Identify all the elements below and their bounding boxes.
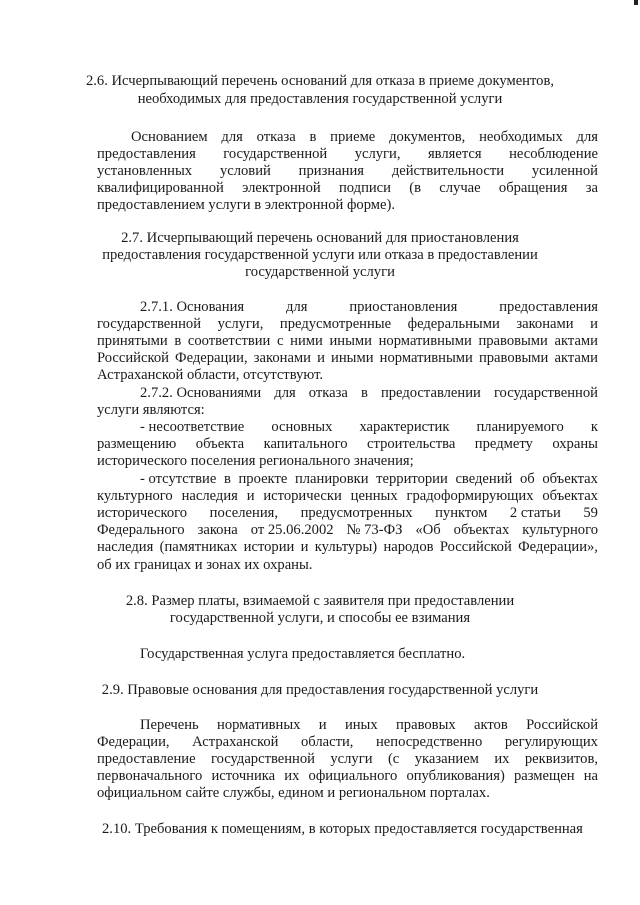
- section-2-8-para: Государственная услуга предоставляется бесплатно.: [140, 646, 466, 662]
- word: непосредственно: [375, 734, 483, 750]
- word: Перечень: [140, 717, 199, 733]
- word: Российской: [439, 539, 512, 555]
- word: проекте: [238, 471, 288, 487]
- word: (памятниках: [159, 539, 238, 555]
- word: случае: [439, 180, 481, 196]
- word: Федерального: [97, 522, 185, 538]
- word: строительства: [367, 436, 456, 452]
- word: услуги: [330, 751, 373, 767]
- section-2-7-1-line: [0, 299, 640, 316]
- word: планировки: [294, 471, 369, 487]
- section-2-8-heading-line-1: 2.8. Размер платы, взимаемой с заявителя при предоставлении: [125, 593, 515, 609]
- word: № 73-ФЗ: [346, 522, 403, 538]
- word: регулирующих: [504, 734, 598, 750]
- word: обращения: [498, 180, 568, 196]
- word: 59: [583, 505, 598, 521]
- word: соответствии: [187, 333, 271, 349]
- word: размещен: [513, 768, 575, 784]
- word: электронной: [242, 180, 321, 196]
- word: наследия: [181, 488, 238, 504]
- section-2-9-para-line: официальном сайте службы, едином и региональном порталах.: [97, 785, 490, 801]
- word: приостановления: [349, 299, 458, 315]
- word: источника: [211, 768, 276, 784]
- list-item-2-line: [0, 522, 640, 539]
- word: для: [576, 129, 598, 145]
- section-2-8-heading-line-2: государственной услуги, и способы ее взимания: [169, 610, 471, 626]
- list-item-1-line: исторического поселения регионального значения;: [97, 453, 414, 469]
- word: 2.7.1. Основания: [140, 299, 245, 315]
- word: и: [317, 350, 325, 366]
- word: культурного: [522, 522, 598, 538]
- word: размещению: [97, 436, 177, 452]
- word: иных: [344, 717, 378, 733]
- word: правовых: [396, 717, 456, 733]
- list-item-1-line: [0, 419, 640, 436]
- word: опубликования): [406, 768, 505, 784]
- word: принятыми: [97, 333, 168, 349]
- section-2-9-para-line: [0, 751, 640, 768]
- word: ними: [290, 333, 323, 349]
- word: законами: [253, 350, 311, 366]
- word: на: [583, 768, 598, 784]
- word: квалифицированной: [97, 180, 224, 196]
- word: капитального: [263, 436, 348, 452]
- word: градоформирующих: [406, 488, 534, 504]
- word: предусмотренные: [279, 316, 392, 332]
- section-2-9-para-line: [0, 768, 640, 785]
- word: их: [284, 768, 300, 784]
- word: правовыми: [478, 350, 549, 366]
- word: отказа: [308, 385, 348, 401]
- word: установленных: [97, 163, 193, 179]
- word: первоначального: [97, 768, 203, 784]
- word: - несоответствие: [140, 419, 245, 435]
- section-2-7-2-line: [0, 385, 640, 402]
- word: Основанием: [131, 129, 208, 145]
- word: для: [274, 385, 296, 401]
- word: культурного: [97, 488, 173, 504]
- section-2-6-para-line: [0, 129, 640, 146]
- word: указанием: [414, 751, 479, 767]
- word: сведений: [455, 471, 513, 487]
- word: действительности: [391, 163, 505, 179]
- word: - отсутствие: [140, 471, 217, 487]
- word: территории: [376, 471, 448, 487]
- word: предоставление: [97, 751, 196, 767]
- section-2-6-para-line: [0, 180, 640, 197]
- word: и: [318, 717, 327, 733]
- section-2-6-heading-line-2: необходимых для предоставления государственной услуги: [137, 91, 503, 107]
- word: основных: [271, 419, 333, 435]
- word: «Об: [415, 522, 441, 538]
- word: нормативными: [379, 350, 473, 366]
- word: (в: [409, 180, 422, 196]
- word: исторического: [97, 505, 188, 521]
- word: федеральными: [407, 316, 500, 332]
- word: актами: [554, 350, 598, 366]
- word: и: [300, 539, 309, 555]
- word: народов: [383, 539, 434, 555]
- word: об: [519, 471, 535, 487]
- word: государственной: [223, 146, 328, 162]
- word: государственной: [97, 316, 202, 332]
- word: области,: [300, 734, 354, 750]
- section-2-7-2-line: услуги являются:: [97, 402, 205, 418]
- word: объектах: [453, 522, 510, 538]
- word: необходимых: [479, 129, 563, 145]
- section-2-7-1-line: Астраханской области, отсутствуют.: [97, 367, 324, 383]
- word: актами: [554, 333, 598, 349]
- section-2-7-1-line: [0, 333, 640, 350]
- word: и: [590, 316, 598, 332]
- word: характеристик: [359, 419, 450, 435]
- word: закона: [197, 522, 238, 538]
- word: объектах: [542, 488, 598, 504]
- word: условий: [219, 163, 271, 179]
- word: официального: [308, 768, 398, 784]
- section-2-9-para-line: [0, 717, 640, 734]
- word: объекта: [195, 436, 245, 452]
- word: Российской: [97, 350, 169, 366]
- word: поселения,: [209, 505, 279, 521]
- section-2-9-heading: 2.9. Правовые основания для предоставления государственной услуги: [101, 682, 539, 698]
- word: нормативных: [217, 717, 301, 733]
- word: Федерации»,: [518, 539, 598, 555]
- section-2-7-heading-line-2: предоставления государственной услуги или отказа в предоставлении: [102, 247, 538, 263]
- word: 2.7.2. Основаниями: [140, 385, 262, 401]
- section-2-7-1-line: [0, 316, 640, 333]
- list-item-2-line: об их границах и зонах их охраны.: [97, 557, 313, 573]
- word: иными: [331, 350, 374, 366]
- word: ценных: [350, 488, 398, 504]
- word: в: [360, 385, 368, 401]
- word: предоставления: [97, 146, 196, 162]
- word: охраны: [552, 436, 598, 452]
- word: и: [246, 488, 255, 504]
- word: (с: [387, 751, 400, 767]
- section-2-6-para-line: [0, 146, 640, 163]
- word: признания: [298, 163, 364, 179]
- section-2-7-heading-line-1: 2.7. Исчерпывающий перечень оснований для приостановления: [121, 230, 519, 246]
- word: усиленной: [531, 163, 598, 179]
- word: с: [277, 333, 284, 349]
- word: отказа: [256, 129, 296, 145]
- section-2-7-1-line: [0, 350, 640, 367]
- word: предоставления: [499, 299, 598, 315]
- word: Астраханской: [192, 734, 279, 750]
- word: услуги,: [217, 316, 264, 332]
- word: несоблюдение: [509, 146, 598, 162]
- word: в: [223, 471, 231, 487]
- word: актов: [474, 717, 508, 733]
- word: услуги,: [354, 146, 401, 162]
- word: истории: [243, 539, 295, 555]
- list-item-2-line: [0, 471, 640, 488]
- section-2-10-heading: 2.10. Требования к помещениям, в которых предоставляется государственная: [102, 821, 583, 837]
- word: предоставлении: [380, 385, 481, 401]
- list-item-2-line: [0, 539, 640, 556]
- word: для: [286, 299, 308, 315]
- word: в: [174, 333, 182, 349]
- word: Федерации,: [97, 734, 170, 750]
- word: подписи: [338, 180, 391, 196]
- word: Российской: [526, 717, 598, 733]
- word: Федерации,: [175, 350, 248, 366]
- word: пунктом: [435, 505, 488, 521]
- word: для: [221, 129, 243, 145]
- section-2-9-para-line: [0, 734, 640, 751]
- word: нормативными: [378, 333, 472, 349]
- word: предусмотренных: [300, 505, 413, 521]
- section-2-6-heading-line-1: 2.6. Исчерпывающий перечень оснований для отказа в приеме документов,: [85, 73, 555, 89]
- word: является: [427, 146, 482, 162]
- word: объектах: [542, 471, 598, 487]
- word: приеме: [330, 129, 376, 145]
- word: правовыми: [478, 333, 548, 349]
- word: исторически: [263, 488, 342, 504]
- word: 2 статьи: [509, 505, 561, 521]
- word: предмету: [474, 436, 533, 452]
- word: их: [494, 751, 510, 767]
- word: в: [309, 129, 317, 145]
- word: иными: [329, 333, 372, 349]
- scan-mark: [634, 0, 638, 5]
- list-item-2-line: [0, 488, 640, 505]
- word: государственной: [493, 385, 598, 401]
- word: культуры): [314, 539, 378, 555]
- word: за: [585, 180, 598, 196]
- word: от 25.06.2002: [250, 522, 334, 538]
- word: документов,: [389, 129, 466, 145]
- word: реквизитов,: [524, 751, 598, 767]
- word: государственной: [210, 751, 315, 767]
- list-item-2-line: [0, 505, 640, 522]
- list-item-1-line: [0, 436, 640, 453]
- section-2-7-heading-line-3: государственной услуги: [245, 264, 395, 280]
- section-2-6-para-line: предоставлением услуги в электронной форме).: [97, 197, 395, 213]
- word: законами: [516, 316, 574, 332]
- word: наследия: [97, 539, 154, 555]
- word: к: [590, 419, 598, 435]
- section-2-6-para-line: [0, 163, 640, 180]
- word: планируемого: [476, 419, 564, 435]
